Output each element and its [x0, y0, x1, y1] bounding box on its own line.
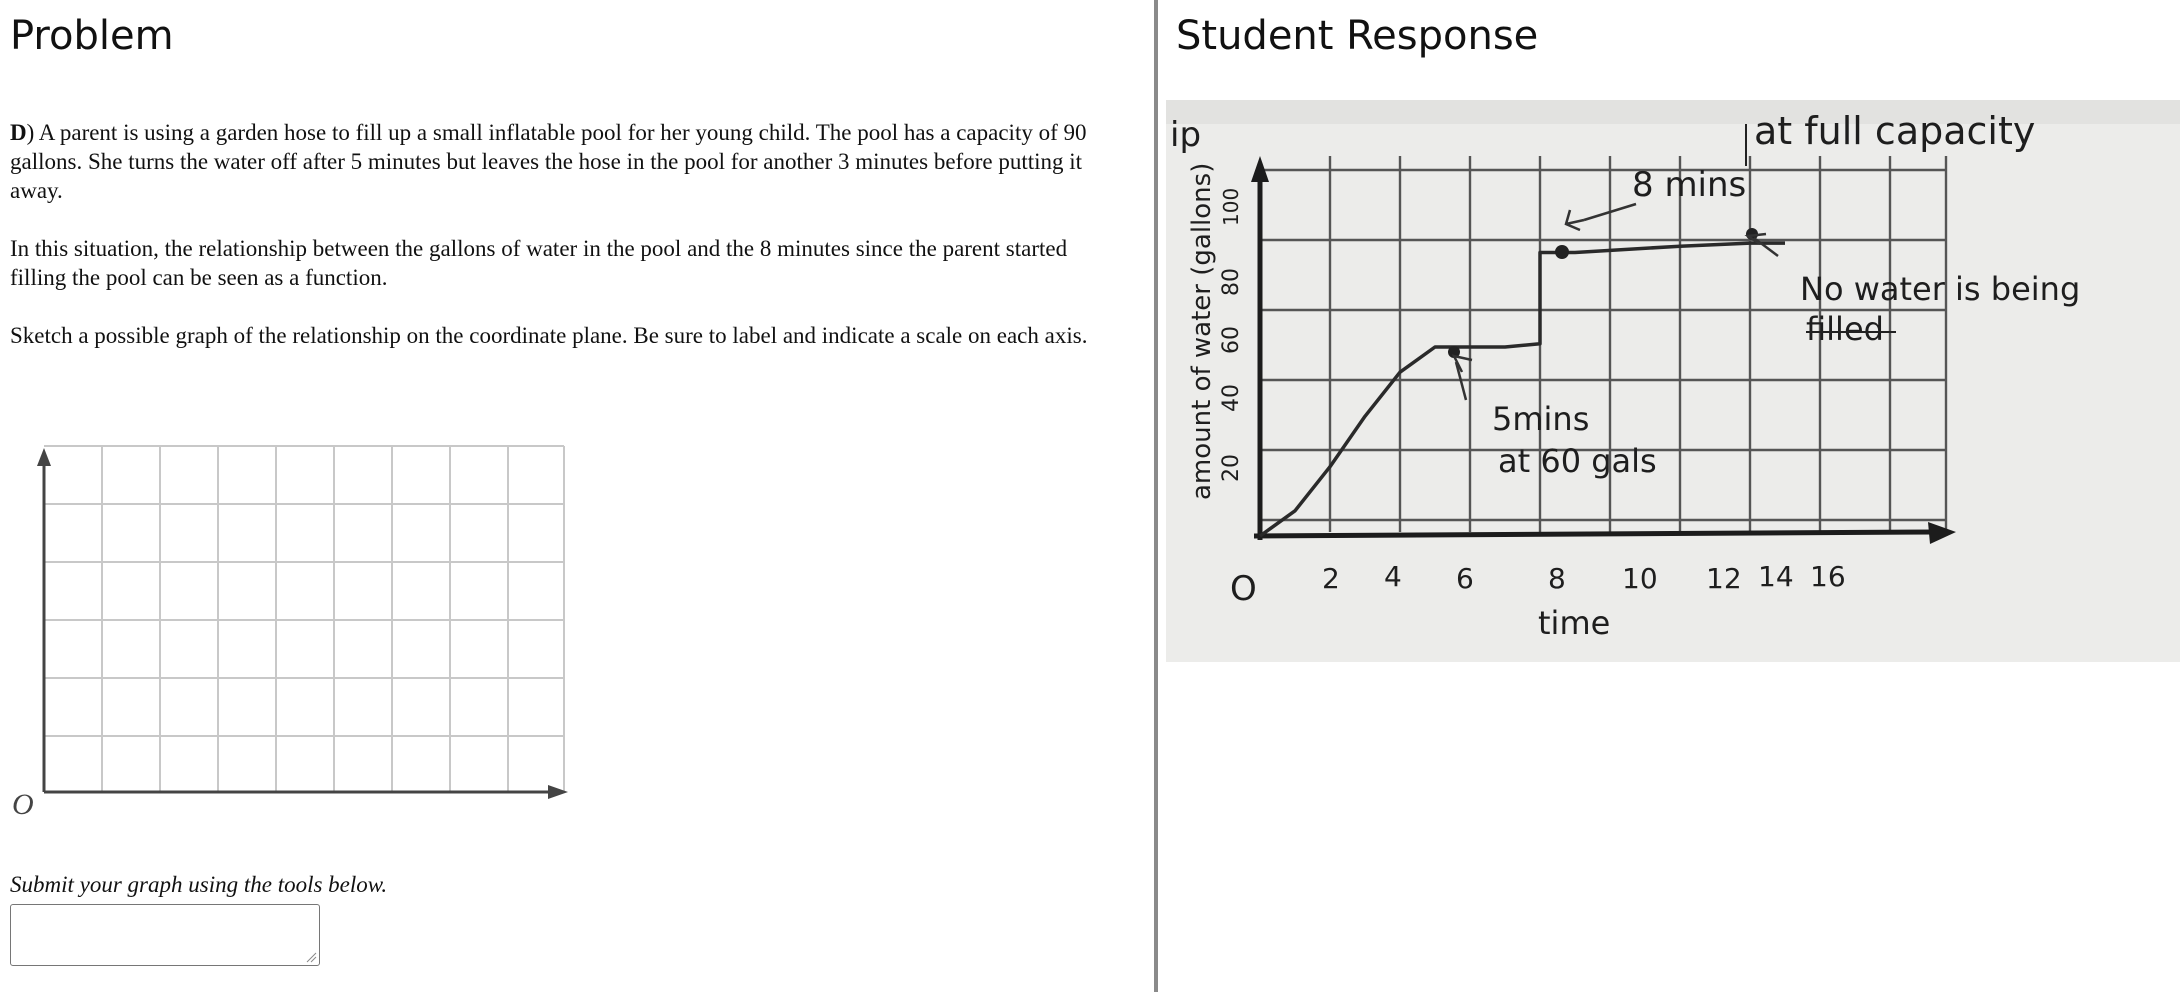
problem-heading: Problem	[10, 13, 174, 59]
grid-origin-label: O	[12, 788, 34, 820]
student-graph-photo	[1166, 100, 2180, 662]
problem-paragraph-3: Sketch a possible graph of the relationship on the coordinate plane. Be sure to label and indicate a scale on each axis.	[10, 323, 1088, 348]
x-axis-title: time	[1538, 604, 1611, 642]
x-tick-4: 4	[1384, 560, 1402, 593]
grid-axes	[37, 448, 568, 799]
problem-text	[10, 118, 1100, 379]
part-label: D	[10, 120, 27, 145]
y-tick-40: 40	[1219, 384, 1244, 412]
x-tick-14: 14	[1758, 560, 1794, 593]
resize-grip-icon[interactable]	[305, 951, 317, 963]
photo-origin: O	[1230, 569, 1257, 609]
problem-paragraph-1	[10, 118, 1100, 205]
answer-input[interactable]	[10, 904, 320, 966]
y-tick-100: 100	[1219, 187, 1243, 226]
student-response-heading: Student Response	[1176, 13, 1539, 59]
note-no-water: No water is being	[1800, 270, 2081, 308]
x-tick-2: 2	[1322, 562, 1340, 595]
y-axis-title: amount of water (gallons)	[1187, 162, 1217, 500]
student-response-panel	[1158, 0, 2180, 992]
photo-top-fragment: ip	[1170, 115, 1202, 155]
x-tick-12: 12	[1706, 562, 1742, 595]
problem-paragraph-1-text: ) A parent is using a garden hose to fill up a small inflatable pool for her young child. The pool has a capacity of 90 gallons. She turns the water off after 5 minutes but leaves the hose in the pool for another 3 minutes before putting it away.	[10, 120, 1087, 203]
grid-lines	[44, 446, 564, 792]
note-8-mins: 8 mins	[1632, 165, 1747, 205]
submit-instruction: Submit your graph using the tools below.	[10, 872, 388, 897]
y-tick-20: 20	[1219, 454, 1244, 482]
y-tick-60: 60	[1219, 326, 1244, 354]
note-filled: filled	[1806, 310, 1884, 348]
point-8-min	[1555, 245, 1569, 259]
note-60-gals: at 60 gals	[1498, 442, 1657, 480]
blank-coordinate-grid	[8, 440, 574, 820]
problem-paragraph-2: In this situation, the relationship between the gallons of water in the pool and the 8 minutes since the parent started filling the pool can be seen as a function.	[10, 236, 1068, 290]
x-tick-8: 8	[1548, 562, 1566, 595]
note-5-mins: 5mins	[1492, 400, 1590, 438]
x-tick-10: 10	[1622, 562, 1658, 595]
x-tick-16: 16	[1810, 560, 1846, 593]
y-tick-80: 80	[1219, 268, 1244, 296]
note-full-capacity: at full capacity	[1754, 109, 2036, 153]
x-tick-6: 6	[1456, 562, 1474, 595]
